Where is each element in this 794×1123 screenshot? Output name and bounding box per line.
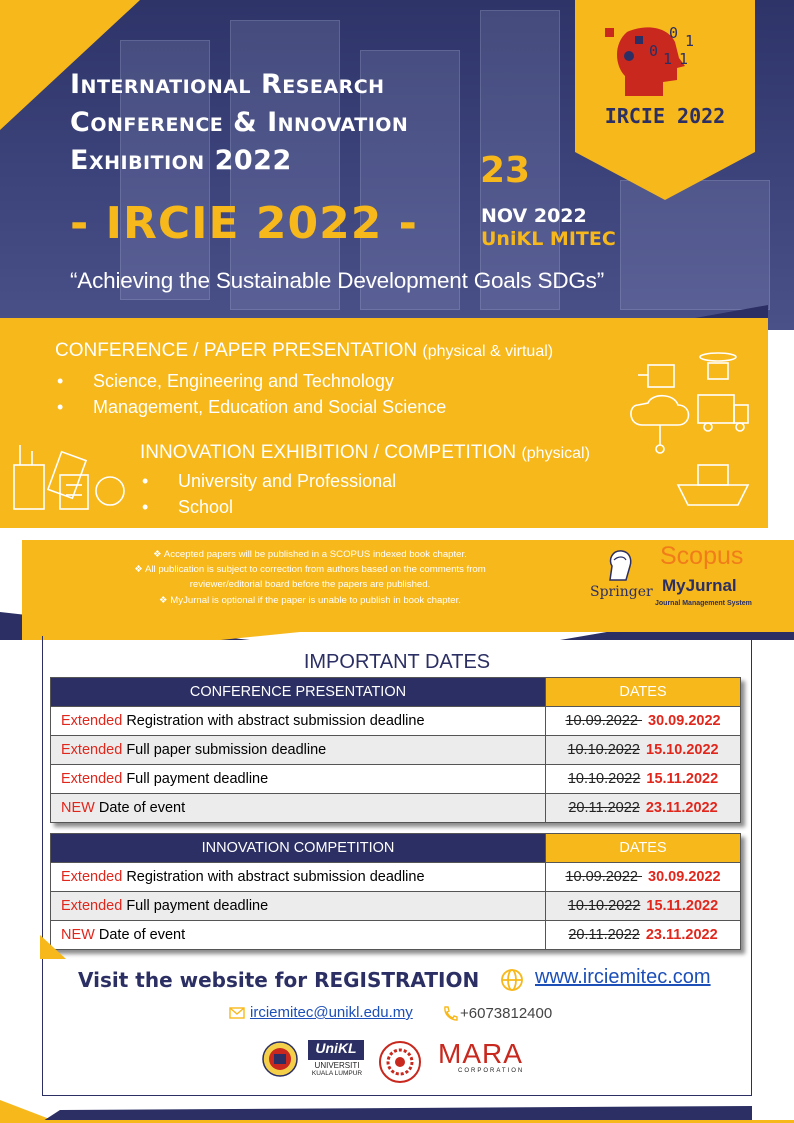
table-row <box>51 794 741 823</box>
registration-callout: Visit the website for REGISTRATION <box>78 968 480 992</box>
logo-bit: 1 <box>685 32 695 50</box>
date-value: 20.11.2022 23.11.2022 <box>546 794 741 823</box>
innovation-track: • University and Professional <box>178 471 396 492</box>
date-value: 10.09.2022 30.09.2022 <box>546 707 741 736</box>
table-row <box>51 736 741 765</box>
head-logo-icon <box>605 22 725 102</box>
date-value: 10.09.2022 30.09.2022 <box>546 863 741 892</box>
technology-icons <box>608 345 758 515</box>
corner-triangle <box>40 935 70 961</box>
innovation-dates-table <box>50 833 741 950</box>
myjurnal-subtitle: Journal Management System <box>655 600 752 607</box>
table-row <box>51 707 741 736</box>
event-subtitle: - IRCIE 2022 - <box>70 198 418 249</box>
date-item-label: NEW Date of event <box>51 794 546 823</box>
table-row <box>51 863 741 892</box>
date-value: 10.10.2022 15.11.2022 <box>546 765 741 794</box>
email-link[interactable]: irciemitec@unikl.edu.my <box>250 1004 413 1021</box>
mara-sub: CORPORATION <box>458 1068 525 1074</box>
unikl-sub: KUALA LUMPUR <box>311 1070 363 1077</box>
table-row <box>51 765 741 794</box>
event-month: NOV 2022 <box>481 205 587 227</box>
publication-note: ❖ Accepted papers will be published in a SCOPUS indexed book chapter. <box>153 549 467 560</box>
table-header: INNOVATION COMPETITION <box>51 834 546 863</box>
event-tagline: “Achieving the Sustainable Development Goals SDGs” <box>70 268 605 293</box>
page-title <box>70 66 550 180</box>
date-item-label: Extended Full paper submission deadline <box>51 736 546 765</box>
date-item-label: Extended Registration with abstract submission deadline <box>51 707 546 736</box>
date-value: 10.10.2022 15.11.2022 <box>546 892 741 921</box>
logo-bit: 0 <box>669 24 679 42</box>
table-header: DATES <box>546 678 741 707</box>
springer-horse-icon <box>604 548 634 582</box>
website-link[interactable]: www.irciemitec.com <box>535 966 711 988</box>
industry-icons <box>10 425 130 515</box>
phone-icon <box>442 1005 458 1021</box>
unikl-sub: UNIVERSITI <box>314 1061 360 1070</box>
conference-dates-table <box>50 677 741 823</box>
logo-bit: 1 <box>663 50 673 68</box>
conference-heading: CONFERENCE / PAPER PRESENTATION (physical & virtual) <box>55 340 554 361</box>
conference-track: • Management, Education and Social Science <box>93 397 446 418</box>
table-header-row <box>51 834 741 863</box>
date-item-label: Extended Full payment deadline <box>51 765 546 794</box>
table-header-row <box>51 678 741 707</box>
innovation-heading: INNOVATION EXHIBITION / COMPETITION (physical) <box>140 442 590 463</box>
springer-logo: Springer <box>590 584 653 600</box>
publication-note: reviewer/editorial board before the papers are published. <box>189 579 431 590</box>
event-venue: UniKL MITEC <box>481 228 616 250</box>
seal-logo-icon <box>378 1040 422 1084</box>
important-dates-title: IMPORTANT DATES <box>303 651 491 673</box>
unikl-logo: UniKL <box>308 1040 364 1060</box>
date-item-label: Extended Full payment deadline <box>51 892 546 921</box>
logo-text: IRCIE 2022 <box>604 104 726 128</box>
scopus-logo: Scopus <box>660 542 744 570</box>
title-line: International Research <box>70 69 385 100</box>
date-item-label: NEW Date of event <box>51 921 546 950</box>
mail-icon <box>229 1007 245 1019</box>
mara-logo: MARA <box>438 1038 523 1069</box>
innovation-track: • School <box>178 497 233 518</box>
table-header: DATES <box>546 834 741 863</box>
phone-number: +6073812400 <box>460 1005 553 1022</box>
table-row <box>51 892 741 921</box>
publication-note: ❖ MyJurnal is optional if the paper is unable to publish in book chapter. <box>159 595 461 606</box>
crest-logo-icon <box>262 1040 298 1078</box>
table-header: CONFERENCE PRESENTATION <box>51 678 546 707</box>
globe-icon <box>500 968 524 992</box>
table-row <box>51 921 741 950</box>
bottom-decor <box>0 1080 794 1123</box>
myjurnal-logo: MyJurnal <box>662 576 737 595</box>
date-value: 10.10.2022 15.10.2022 <box>546 736 741 765</box>
date-item-label: Extended Registration with abstract submission deadline <box>51 863 546 892</box>
logo-bit: 1 <box>679 50 689 68</box>
conference-track: • Science, Engineering and Technology <box>93 371 394 392</box>
publication-note: ❖ All publication is subject to correction from authors based on the comments from <box>134 564 486 575</box>
logo-bit: 0 <box>649 42 659 60</box>
title-line: Exhibition 2022 <box>70 145 292 176</box>
event-day: 23 <box>480 150 531 191</box>
title-line: Conference & Innovation <box>70 107 409 138</box>
date-value: 20.11.2022 23.11.2022 <box>546 921 741 950</box>
